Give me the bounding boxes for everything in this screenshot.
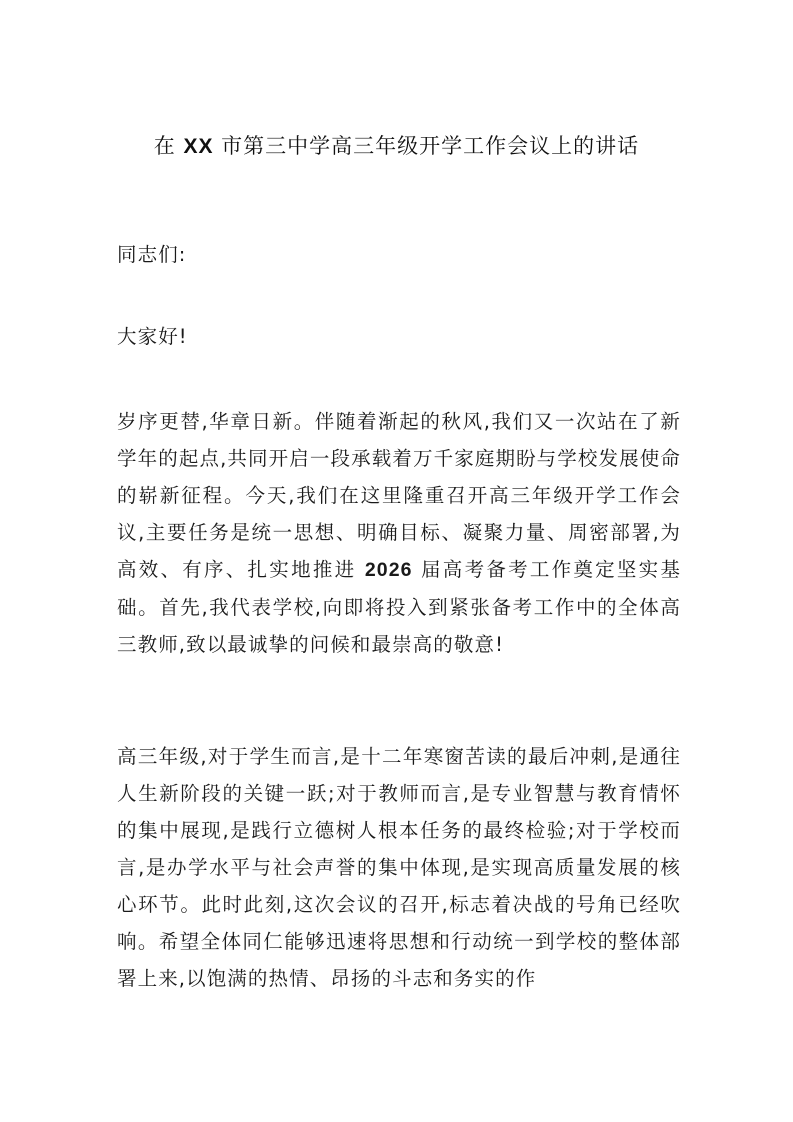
title-suffix: 市第三中学高三年级开学工作会议上的讲话 xyxy=(213,134,640,158)
paragraph-senior-year xyxy=(117,738,681,997)
year-number: 2026 xyxy=(364,559,413,581)
paragraph-opening xyxy=(117,403,681,663)
title-prefix: 在 xyxy=(153,134,184,158)
greeting: 大家好! xyxy=(117,325,188,348)
paragraph-text: 高三年级,对于学生而言,是十二年寒窗苦读的最后冲刺,是通往人生新阶段的关键一跃;对于教师而言,是专业智慧与教育情怀的集中展现,是践行立德树人根本任务的最终检验;对于学校而言,是办学水平与社会声誉的集中体现,是实现高质量发展的核心环节。此时此刻,这次会议的召开,标志着决战的号角已经吹响。希望全体同仁能够迅速将思想和行动统一到学校的整体部署上来,以饱满的热情、昂扬的斗志和务实的作 xyxy=(117,745,681,990)
title-city-placeholder: XX xyxy=(183,135,214,158)
salutation: 同志们: xyxy=(117,243,187,266)
paragraph-text: 届高考备考工作奠定坚实基础。首先,我代表学校,向即将投入到紧张备考工作中的全体高三教师,致以最诚挚的问候和最崇高的敬意! xyxy=(117,558,681,656)
paragraph-text: 岁序更替,华章日新。伴随着渐起的秋风,我们又一次站在了新学年的起点,共同开启一段承载着万千家庭期盼与学校发展使命的崭新征程。今天,我们在这里隆重召开高三年级开学工作会议,主要任务是统一思想、明确目标、凝聚力量、周密部署,为高效、有序、扎实地推进 xyxy=(117,410,681,581)
document-title xyxy=(0,128,793,165)
